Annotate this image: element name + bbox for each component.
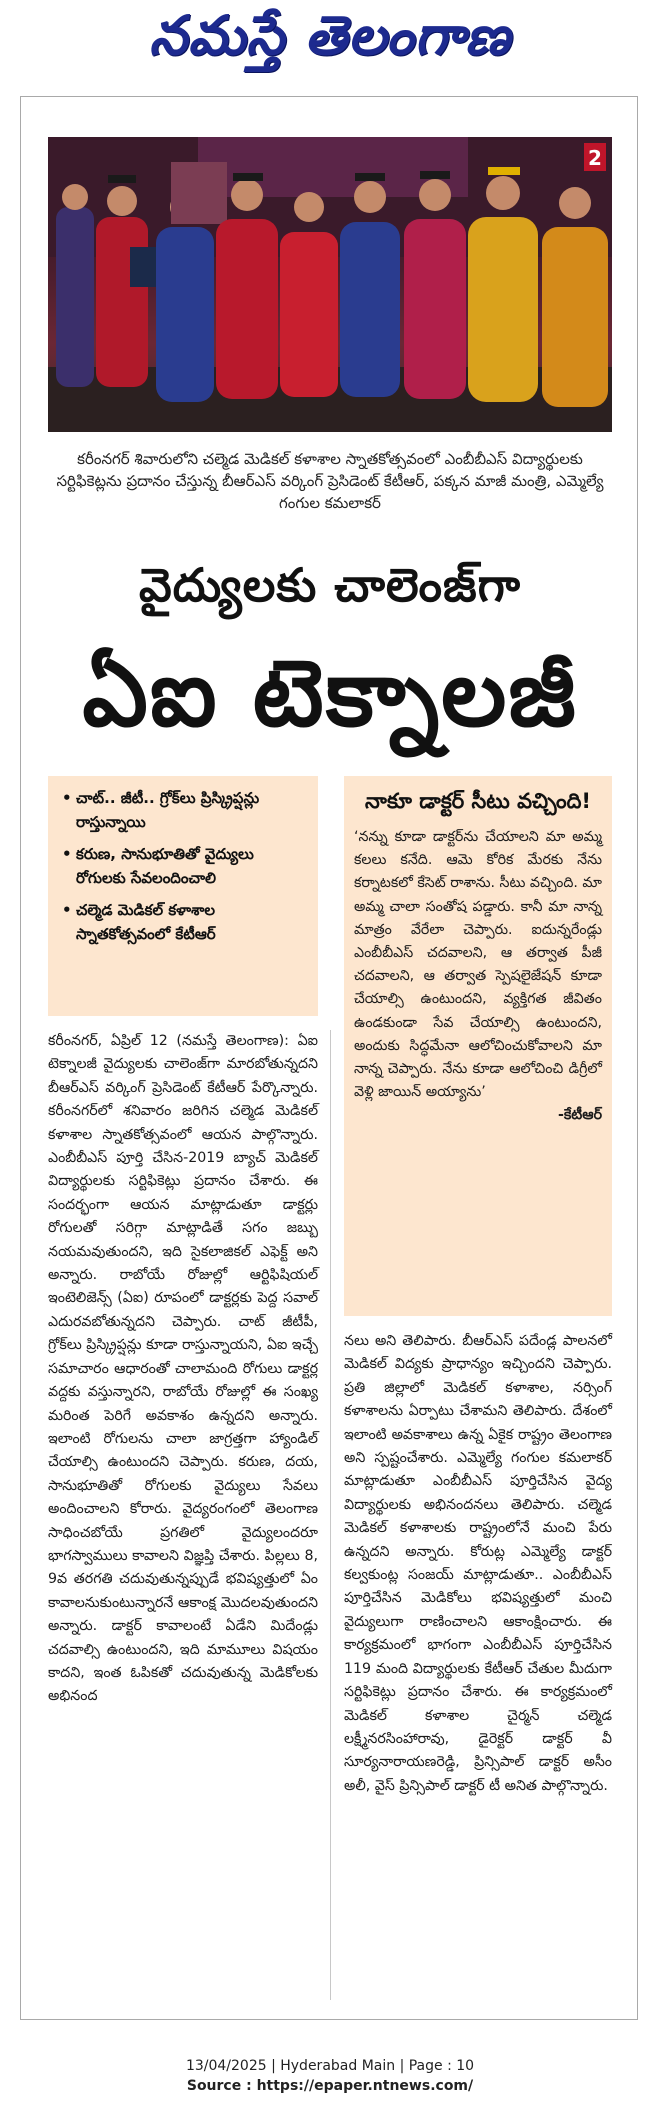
article-column-2: నలు అని తెలిపారు. బీఆర్ఎస్ పదేండ్ల పాలనలో మెడికల్ విద్యకు ప్రాధాన్యం ఇచ్చిందని చెప్పారు. ప్రతి జిల్లాలో మెడికల్ కళాశాల, నర్సింగ్ కళాశాలను ఏర్పాటు చేశామని తెలిపారు. దేశంలో ఇలాంటి అవకాశాలు ఉన్న ఏకైక రాష్ట్రం తెలంగాణ అని స్పష్టంచేశారు. ఎమ్మెల్యే గంగుల కమలాకర్ మాట్లాడుతూ ఎంబీబీఎస్ పూర్తిచేసిన వైద్య విద్యార్థులకు అభినందనలు తెలిపారు. చల్మెడ మెడికల్ కళాశాలకు రాష్ట్రంలోనే మంచి పేరు ఉన్నదని అన్నారు. కోరుట్ల ఎమ్మెల్యే డాక్టర్ కల్వకుంట్ల సంజయ్ మాట్లాడుతూ.. ఎంబీబీఎస్ పూర్తిచేసిన మెడికోలు భవిష్యత్తులో మంచి వైద్యులుగా రాణించాలని ఆకాంక్షించారు. ఈ కార్యక్రమంలో భాగంగా ఎంబీబీఎస్ పూర్తిచేసిన 119 మంది విద్యార్థులకు కేటీఆర్ చేతుల మీదుగా సర్టిఫికెట్లు ప్రదానం చేశారు. ఈ కార్యక్రమంలో మెడికల్ కళాశాల చైర్మన్ చల్మెడ లక్ష్మీనరసింహారావు, డైరెక్టర్ డాక్టర్ వీ సూర్యనారాయణరెడ్డి, ప్రిన్సిపాల్ డాక్టర్ అసీం అలీ, వైస్ ప్రిన్సిపాల్ డాక్టర్ టీ అనిత పాల్గొన్నారు.	[344, 1333, 612, 1794]
highlight-item	[62, 898, 308, 946]
sidebar-signature: -కేటీఆర్	[558, 1107, 602, 1124]
source-link[interactable]: Source : https://epaper.ntnews.com/	[186, 2078, 474, 2094]
highlight-item	[62, 842, 308, 890]
highlight-text: చల్మెడ మెడికల్ కళాశాల స్నాతకోత్సవంలో కేటీఆర్	[76, 901, 216, 943]
bullet-icon: •	[62, 901, 72, 919]
convocation-illustration	[48, 137, 612, 432]
photo-caption: కరీంనగర్ శివారులోని చల్మెడ మెడికల్ కళాశాల స్నాతకోత్సవంలో ఎంబీబీఎస్ విద్యార్థులకు సర్టిఫికెట్లను ప్రదానం చేస్తున్న బీఆర్ఎస్ వర్కింగ్ ప్రెసిడెంట్ కేటీఆర్, పక్కన మాజీ మంత్రి, ఎమ్మెల్యే గంగుల కమలాకర్	[56, 450, 604, 512]
headline-line1: వైద్యులకు చాలెంజ్‌గా	[139, 558, 521, 612]
bullet-icon: •	[62, 845, 72, 863]
event-photo	[48, 137, 612, 432]
masthead	[0, 0, 660, 84]
masthead-title: నమస్తే తెలంగాణ	[149, 3, 511, 67]
highlight-text: చాట్.. జీటీ.. గ్రోక్‌లు ప్రిస్క్రిప్షన్లు రాస్తున్నాయి	[76, 789, 260, 831]
column-divider	[330, 1030, 331, 2000]
sidebar-title: నాకూ డాక్టర్ సీటు వచ్చింది!	[364, 789, 591, 813]
article-column-1: కరీంనగర్, ఏప్రిల్ 12 (నమస్తే తెలంగాణ): ఏఐ టెక్నాలజీ వైద్యులకు చాలెంజ్‌గా మారబోతున్నదని బీఆర్ఎస్ వర్కింగ్ ప్రెసిడెంట్ కేటీఆర్ పేర్కొన్నారు. కరీంనగర్‌లో శనివారం జరిగిన చల్మెడ మెడికల్ కళాశాల స్నాతకోత్సవంలో ఆయన పాల్గొన్నారు. ఎంబీబీఎస్ పూర్తి చేసిన-2019 బ్యాచ్ మెడికల్ విద్యార్థులకు సర్టిఫికెట్లు ప్రదానం చేశారు. ఈ సందర్భంగా ఆయన మాట్లాడుతూ డాక్టర్లు రోగులతో సరిగ్గా మాట్లాడితే సగం జబ్బు నయమవుతుందని, ఇది సైకలాజికల్ ఎఫెక్ట్ అని అన్నారు. రాబోయే రోజుల్లో ఆర్టిఫిషియల్ ఇంటెలిజెన్స్ (ఏఐ) రూపంలో డాక్టర్లకు పెద్ద సవాల్ ఎదురవబోతున్నదని చెప్పారు. చాట్ జీటీపీ, గ్రోక్‌లు ప్రిస్క్రిప్షన్లు కూడా రాస్తున్నాయని, ఏఐ ఇచ్చే సమాచారం ఆధారంతో చాలామంది రోగులు డాక్టర్ల వద్దకు వస్తున్నారని, రాబోయే రోజుల్లో ఈ సంఖ్య మరింత పెరిగే అవకాశం ఉన్నదని అన్నారు. ఇలాంటి రోగులను చాలా జాగ్రత్తగా హ్యాండిల్ చేయాల్సి ఉంటుందని చెప్పారు. కరుణ, దయ, సానుభూతితో రోగులకు వైద్యులు సేవలు అందించాలని కోరారు. వైద్యరంగంలో తెలంగాణ సాధించబోయే ప్రగతిలో వైద్యులందరూ భాగస్వాములు కావాలని విజ్ఞప్తి చేశారు. పిల్లలు 8, 9వ తరగతి చదువుతున్నప్పుడే భవిష్యత్తులో ఏం కావాలనుకుంటున్నారనే ఆకాంక్ష మొదలవుతుందని అన్నారు. డాక్టర్ కావాలంటే ఏడేని మిదేండ్లు చదవాల్సి ఉంటుందని, ఇది మామూలు విషయం కాదని, ఇంత ఓపికతో చదువుతున్న మెడికోలకు అభినంద	[48, 1033, 318, 1705]
highlight-item	[62, 786, 308, 834]
headline-line2: ఏఐ టెక్నాలజీ	[82, 640, 578, 747]
quote-sidebar	[344, 776, 612, 1316]
sidebar-body: ‘నన్ను కూడా డాక్టర్‌ను చేయాలని మా అమ్మ కలలు కనేది. ఆమె కోరిక మేరకు నేను కర్నాటకలో కేసెట్ రాశాను. సీటు వచ్చింది. మా అమ్మ చాలా సంతోష పడ్డారు. కానీ మా నాన్న మాత్రం వేరేలా చెప్పారు. ఐదున్నరేండ్లు ఎంబీబీఎస్ చదవాలని, ఆ తర్వాత పీజీ చదవాలని, ఆ తర్వాత స్పెషలైజేషన్ కూడా చేయాల్సి ఉంటుందని, వ్యక్తిగత జీవితం ఉండకుండా సేవ చేయాల్సి ఉంటుందని, అందుకు సిద్ధమేనా ఆలోచించుకోవాలని మా నాన్న చెప్పారు. నేను కూడా ఆలోచించి డిగ్రీలో వెళ్లి జాయిన్ అయ్యాను’	[354, 829, 602, 1101]
highlight-text: కరుణ, సానుభూతితో వైద్యులు రోగులకు సేవలందించాలి	[76, 845, 254, 887]
highlights-box	[48, 776, 318, 1016]
svg-text:2: 2	[588, 146, 602, 170]
page-meta: 13/04/2025 | Hyderabad Main | Page : 10	[185, 2058, 475, 2074]
bullet-icon: •	[62, 789, 72, 807]
